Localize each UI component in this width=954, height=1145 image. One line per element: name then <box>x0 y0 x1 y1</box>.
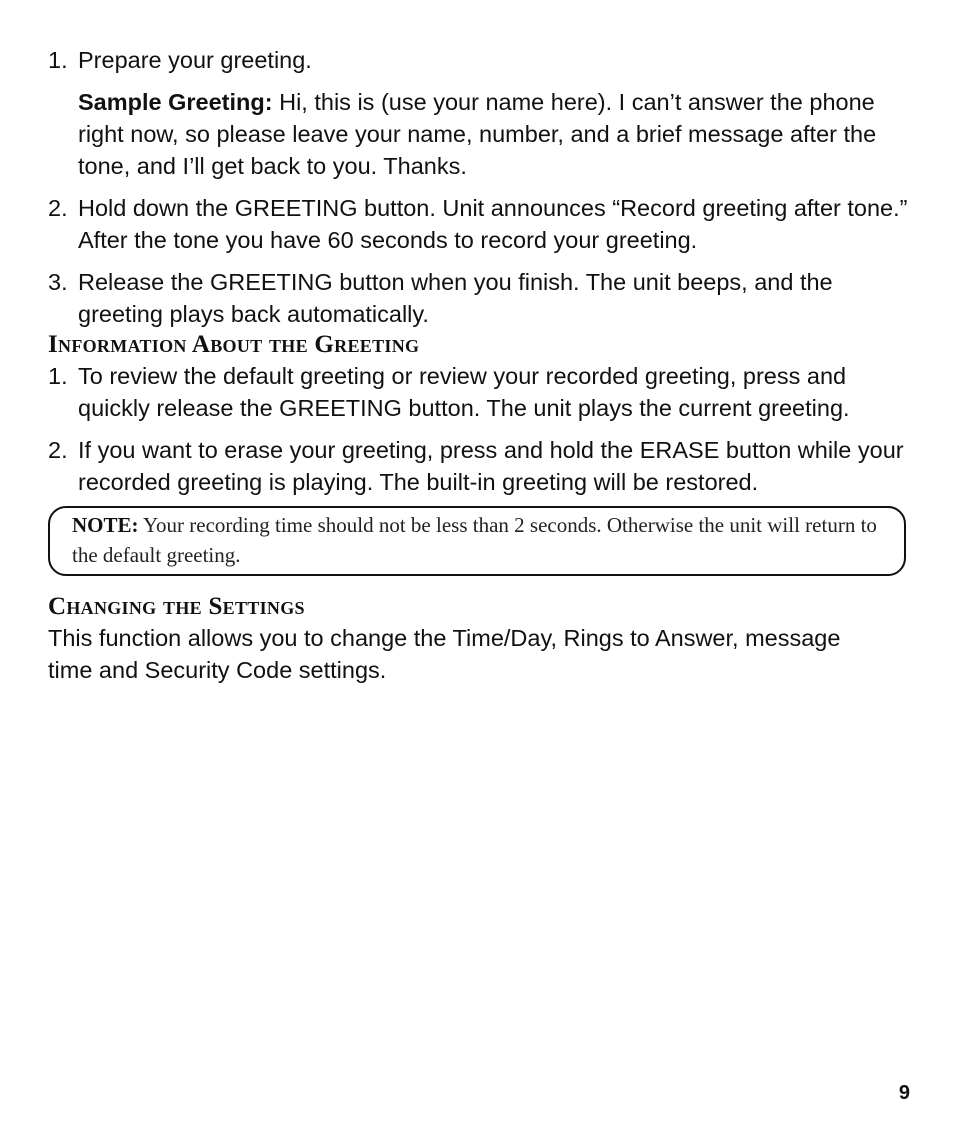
step-2 <box>48 192 908 256</box>
page-number: 9 <box>898 1082 910 1104</box>
step-number: 2. <box>48 195 68 221</box>
step-text: Prepare your greeting. <box>78 47 312 73</box>
manual-page-content <box>48 44 908 686</box>
step-1 <box>48 44 908 76</box>
info-item-2 <box>48 434 908 498</box>
note-label: NOTE: <box>72 513 139 537</box>
item-number: 1. <box>48 363 68 389</box>
section-heading-settings: Changing the Settings <box>48 593 305 620</box>
section-heading-information: Information About the Greeting <box>48 331 420 358</box>
info-item-1 <box>48 360 908 424</box>
item-text: To review the default greeting or review your recorded greeting, press and quickly release the GREETING button. The unit plays the current greeting. <box>78 363 850 421</box>
sample-greeting-text: Hi, this is (use your name here). I can’t answer the phone right now, so please leave your name, number, and a brief message after the tone, and I’ll get back to you. Thanks. <box>78 89 877 179</box>
step-3 <box>48 266 908 330</box>
step-text: Hold down the GREETING button. Unit announces “Record greeting after tone.” After the tone you have 60 seconds to record your greeting. <box>78 195 908 253</box>
item-number: 2. <box>48 437 68 463</box>
step-number: 1. <box>48 47 68 73</box>
note-box <box>48 506 906 576</box>
sample-greeting-label: Sample Greeting: <box>78 89 273 115</box>
sample-greeting <box>48 86 908 182</box>
step-text: Release the GREETING button when you finish. The unit beeps, and the greeting plays back automatically. <box>78 269 833 327</box>
note-text: Your recording time should not be less than 2 seconds. Otherwise the unit will return to the default greeting. <box>72 513 877 567</box>
item-text: If you want to erase your greeting, press and hold the ERASE button while your recorded greeting is playing. The built-in greeting will be restored. <box>78 437 904 495</box>
step-number: 3. <box>48 269 68 295</box>
settings-description: This function allows you to change the Time/Day, Rings to Answer, message time and Security Code settings. <box>48 625 841 683</box>
